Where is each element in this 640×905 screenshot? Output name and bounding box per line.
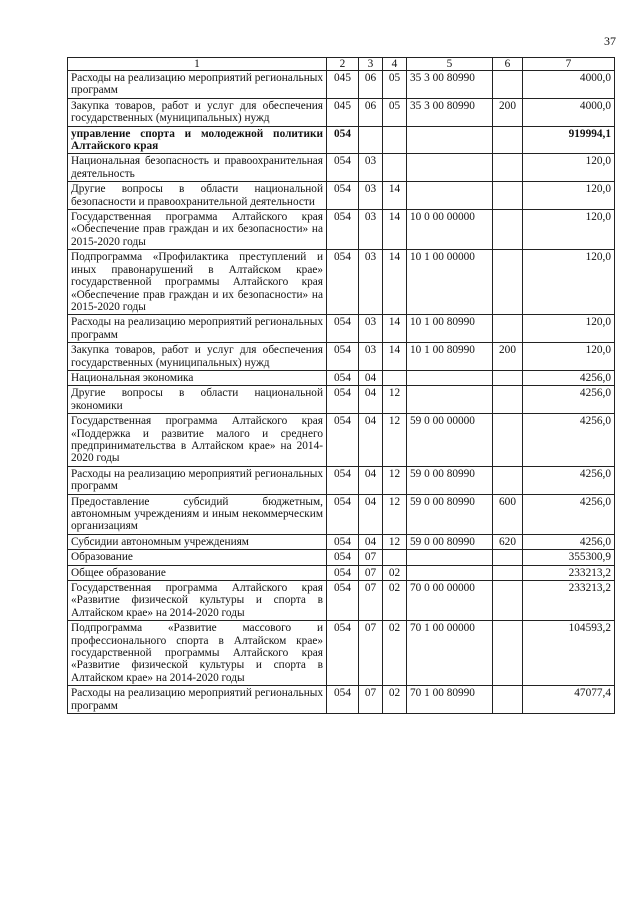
row-section-code: 07	[359, 565, 383, 580]
row-amount: 4256,0	[523, 414, 615, 467]
row-amount: 120,0	[523, 210, 615, 250]
table-row	[68, 126, 615, 154]
header-col-1: 1	[68, 58, 327, 71]
row-target-code: 35 3 00 80990	[407, 71, 493, 99]
row-name: Расходы на реализацию мероприятий региональных программ	[68, 686, 327, 714]
row-name: Закупка товаров, работ и услуг для обеспечения государственных (муниципальных) нужд	[68, 98, 327, 126]
row-expense-type	[493, 581, 523, 621]
row-section-code: 04	[359, 414, 383, 467]
row-target-code	[407, 550, 493, 565]
row-section-code: 07	[359, 686, 383, 714]
row-ministry-code: 054	[327, 466, 359, 494]
table-row	[68, 581, 615, 621]
row-target-code	[407, 565, 493, 580]
row-ministry-code: 054	[327, 581, 359, 621]
row-amount: 120,0	[523, 250, 615, 315]
row-target-code	[407, 386, 493, 414]
row-section-code: 04	[359, 370, 383, 385]
row-expense-type	[493, 154, 523, 182]
row-expense-type	[493, 466, 523, 494]
table-row	[68, 182, 615, 210]
row-name: Расходы на реализацию мероприятий региональных программ	[68, 466, 327, 494]
row-expense-type	[493, 315, 523, 343]
row-expense-type	[493, 210, 523, 250]
row-target-code	[407, 126, 493, 154]
row-target-code: 59 0 00 80990	[407, 466, 493, 494]
table-row	[68, 250, 615, 315]
row-ministry-code: 054	[327, 534, 359, 549]
row-amount: 4256,0	[523, 370, 615, 385]
row-name: Национальная безопасность и правоохранительная деятельность	[68, 154, 327, 182]
table-row	[68, 315, 615, 343]
row-amount: 4256,0	[523, 466, 615, 494]
row-target-code: 59 0 00 80990	[407, 494, 493, 534]
header-col-6: 6	[493, 58, 523, 71]
row-section-code: 03	[359, 154, 383, 182]
table-row	[68, 98, 615, 126]
row-subsection-code: 02	[383, 686, 407, 714]
row-ministry-code: 054	[327, 494, 359, 534]
row-amount: 233213,2	[523, 565, 615, 580]
row-target-code: 10 1 00 80990	[407, 343, 493, 371]
row-section-code: 03	[359, 343, 383, 371]
row-target-code	[407, 154, 493, 182]
row-subsection-code	[383, 126, 407, 154]
row-target-code	[407, 182, 493, 210]
row-target-code: 10 0 00 00000	[407, 210, 493, 250]
row-section-code	[359, 126, 383, 154]
row-target-code: 59 0 00 80990	[407, 534, 493, 549]
row-expense-type	[493, 565, 523, 580]
row-name: Закупка товаров, работ и услуг для обеспечения государственных (муниципальных) нужд	[68, 343, 327, 371]
row-amount: 4256,0	[523, 494, 615, 534]
row-amount: 4256,0	[523, 386, 615, 414]
table-row	[68, 565, 615, 580]
row-section-code: 04	[359, 494, 383, 534]
row-name: Общее образование	[68, 565, 327, 580]
table-row	[68, 534, 615, 549]
row-name: Национальная экономика	[68, 370, 327, 385]
row-subsection-code: 14	[383, 182, 407, 210]
table-row	[68, 343, 615, 371]
header-col-2: 2	[327, 58, 359, 71]
row-ministry-code: 054	[327, 386, 359, 414]
row-ministry-code: 054	[327, 414, 359, 467]
row-subsection-code: 12	[383, 494, 407, 534]
row-expense-type	[493, 182, 523, 210]
row-subsection-code: 05	[383, 71, 407, 99]
row-ministry-code: 045	[327, 71, 359, 99]
row-amount: 120,0	[523, 343, 615, 371]
row-expense-type	[493, 686, 523, 714]
row-target-code: 70 1 00 80990	[407, 686, 493, 714]
row-subsection-code	[383, 550, 407, 565]
row-subsection-code: 14	[383, 315, 407, 343]
row-expense-type	[493, 370, 523, 385]
row-expense-type	[493, 126, 523, 154]
table-row	[68, 621, 615, 686]
header-col-5: 5	[407, 58, 493, 71]
row-expense-type	[493, 71, 523, 99]
row-name: Расходы на реализацию мероприятий региональных программ	[68, 315, 327, 343]
table-row	[68, 370, 615, 385]
row-subsection-code: 12	[383, 386, 407, 414]
table-row	[68, 466, 615, 494]
row-name: управление спорта и молодежной политики Алтайского края	[68, 126, 327, 154]
row-ministry-code: 054	[327, 550, 359, 565]
row-expense-type: 200	[493, 343, 523, 371]
row-target-code: 70 1 00 00000	[407, 621, 493, 686]
budget-table	[67, 57, 615, 714]
row-section-code: 04	[359, 534, 383, 549]
row-ministry-code: 054	[327, 210, 359, 250]
row-target-code	[407, 370, 493, 385]
row-amount: 4000,0	[523, 98, 615, 126]
row-name: Подпрограмма «Развитие массового и профессионального спорта в Алтайском крае» государственной программы Алтайского края «Развитие физической культуры и спорта в Алтайском крае» на 2014-2020 годы	[68, 621, 327, 686]
row-name: Государственная программа Алтайского края «Обеспечение прав граждан и их безопасности» на 2015-2020 годы	[68, 210, 327, 250]
table-row	[68, 494, 615, 534]
row-section-code: 03	[359, 315, 383, 343]
row-target-code: 59 0 00 00000	[407, 414, 493, 467]
header-col-7: 7	[523, 58, 615, 71]
row-amount: 355300,9	[523, 550, 615, 565]
row-expense-type	[493, 414, 523, 467]
row-amount: 919994,1	[523, 126, 615, 154]
row-expense-type	[493, 386, 523, 414]
row-amount: 4256,0	[523, 534, 615, 549]
header-col-4: 4	[383, 58, 407, 71]
row-ministry-code: 054	[327, 343, 359, 371]
row-subsection-code: 14	[383, 343, 407, 371]
row-name: Субсидии автономным учреждениям	[68, 534, 327, 549]
row-name: Подпрограмма «Профилактика преступлений и иных правонарушений в Алтайском крае» государственной программы Алтайского края «Обеспечение прав граждан и их безопасности» на 2015-2020 годы	[68, 250, 327, 315]
row-ministry-code: 054	[327, 250, 359, 315]
row-ministry-code: 045	[327, 98, 359, 126]
row-subsection-code	[383, 154, 407, 182]
row-subsection-code: 05	[383, 98, 407, 126]
row-amount: 120,0	[523, 315, 615, 343]
row-section-code: 03	[359, 210, 383, 250]
table-row	[68, 386, 615, 414]
row-amount: 4000,0	[523, 71, 615, 99]
row-amount: 233213,2	[523, 581, 615, 621]
row-name: Государственная программа Алтайского края «Поддержка и развитие малого и среднего предпринимательства в Алтайском крае» на 2014-2020 годы	[68, 414, 327, 467]
row-section-code: 04	[359, 386, 383, 414]
row-subsection-code: 12	[383, 414, 407, 467]
row-ministry-code: 054	[327, 686, 359, 714]
row-section-code: 07	[359, 621, 383, 686]
row-section-code: 06	[359, 71, 383, 99]
row-subsection-code	[383, 370, 407, 385]
row-target-code: 35 3 00 80990	[407, 98, 493, 126]
table-row	[68, 210, 615, 250]
row-expense-type	[493, 550, 523, 565]
table-row	[68, 686, 615, 714]
table-body	[68, 71, 615, 714]
row-amount: 104593,2	[523, 621, 615, 686]
row-section-code: 04	[359, 466, 383, 494]
row-expense-type	[493, 250, 523, 315]
row-ministry-code: 054	[327, 154, 359, 182]
row-amount: 120,0	[523, 154, 615, 182]
row-ministry-code: 054	[327, 315, 359, 343]
header-col-3: 3	[359, 58, 383, 71]
row-subsection-code: 02	[383, 565, 407, 580]
table-row	[68, 154, 615, 182]
row-name: Другие вопросы в области национальной экономики	[68, 386, 327, 414]
row-section-code: 03	[359, 182, 383, 210]
row-name: Расходы на реализацию мероприятий региональных программ	[68, 71, 327, 99]
row-section-code: 03	[359, 250, 383, 315]
row-subsection-code: 02	[383, 621, 407, 686]
row-expense-type: 600	[493, 494, 523, 534]
row-ministry-code: 054	[327, 565, 359, 580]
row-name: Образование	[68, 550, 327, 565]
row-amount: 120,0	[523, 182, 615, 210]
page-number: 37	[604, 34, 616, 48]
row-section-code: 06	[359, 98, 383, 126]
row-amount: 47077,4	[523, 686, 615, 714]
row-name: Государственная программа Алтайского края «Развитие физической культуры и спорта в Алтайском крае» на 2014-2020 годы	[68, 581, 327, 621]
row-ministry-code: 054	[327, 370, 359, 385]
table-row	[68, 414, 615, 467]
row-subsection-code: 14	[383, 250, 407, 315]
row-name: Другие вопросы в области национальной безопасности и правоохранительной деятельности	[68, 182, 327, 210]
row-target-code: 70 0 00 00000	[407, 581, 493, 621]
row-subsection-code: 14	[383, 210, 407, 250]
row-expense-type: 200	[493, 98, 523, 126]
table-header-row	[68, 58, 615, 71]
row-expense-type	[493, 621, 523, 686]
row-subsection-code: 12	[383, 534, 407, 549]
table-row	[68, 550, 615, 565]
row-subsection-code: 12	[383, 466, 407, 494]
row-ministry-code: 054	[327, 182, 359, 210]
row-ministry-code: 054	[327, 126, 359, 154]
row-section-code: 07	[359, 550, 383, 565]
row-section-code: 07	[359, 581, 383, 621]
row-target-code: 10 1 00 80990	[407, 315, 493, 343]
table-row	[68, 71, 615, 99]
row-expense-type: 620	[493, 534, 523, 549]
row-name: Предоставление субсидий бюджетным, автономным учреждениям и иным некоммерческим организациям	[68, 494, 327, 534]
row-ministry-code: 054	[327, 621, 359, 686]
row-target-code: 10 1 00 00000	[407, 250, 493, 315]
row-subsection-code: 02	[383, 581, 407, 621]
